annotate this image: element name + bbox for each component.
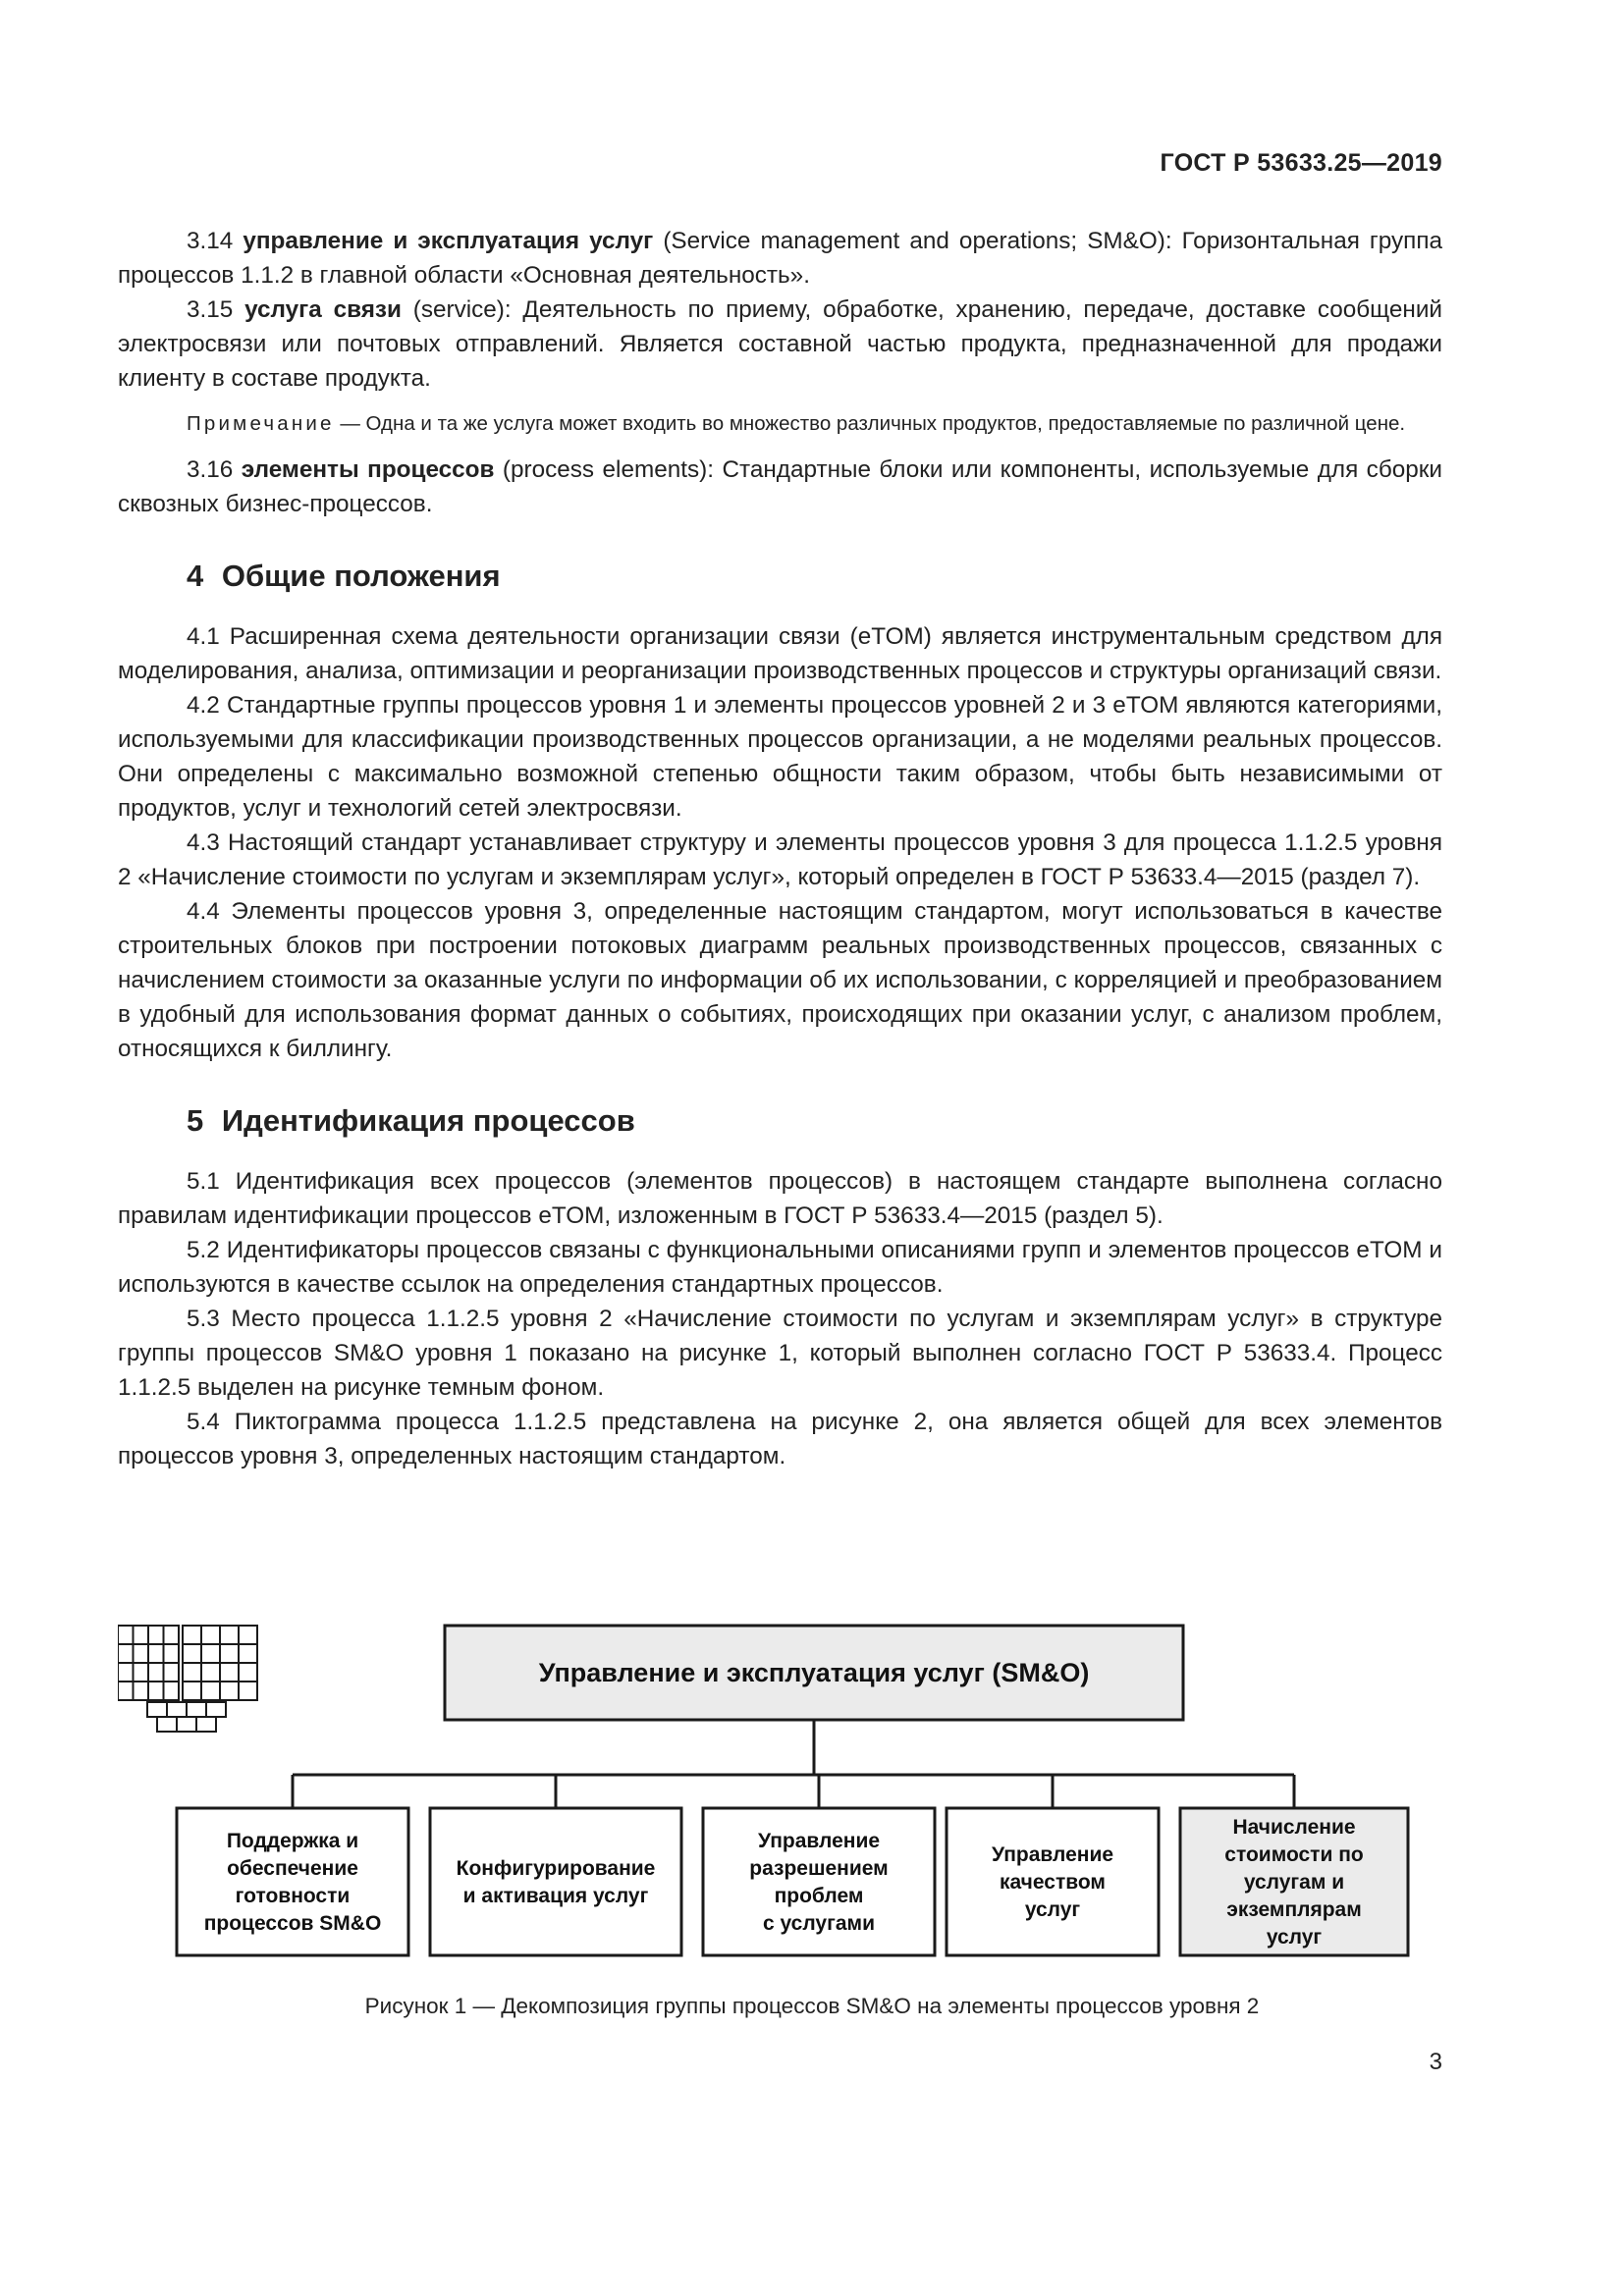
section-number: 4 (187, 559, 204, 593)
section-title: Общие положения (221, 559, 501, 593)
child-box-label-line: и активация услуг (462, 1885, 649, 1907)
definition-term: элементы процессов (241, 456, 495, 483)
paragraph-5-3: 5.3 Место процесса 1.1.2.5 уровня 2 «Начисление стоимости по услугам и экземплярам услуг» в структуре группы процессов SM&O уровня 1 показано на рисунке 1, который выполнен согласно ГОСТ Р 53633.4. Процесс 1.1.2.5 выделен на рисунке темным фоном. (118, 1306, 1442, 1401)
note-label: Примечание (187, 412, 335, 435)
child-process-box (947, 1808, 1159, 1955)
definition-number: 3.16 (187, 456, 234, 483)
child-process-box (177, 1808, 408, 1955)
child-process-boxes (177, 1808, 1408, 1955)
document-id: ГОСТ Р 53633.25—2019 (1160, 149, 1442, 177)
definition-text: (process elements): Стандартные блоки или компоненты, используемые для сборки сквозных бизнес-процессов. (118, 456, 1442, 517)
definition-term: услуга связи (244, 296, 402, 323)
definition-3-14 (118, 224, 1442, 293)
child-box-label-line: стоимости по (1224, 1843, 1364, 1866)
note (118, 409, 1442, 439)
paragraph-4-2: 4.2 Стандартные группы процессов уровня 1 и элементы процессов уровней 2 и 3 eTOM являются категориями, используемыми для классификации производственных процессов организации, а не моделями реальных процессов. Они определены с максимально возможной степенью общности таким образом, чтобы быть независимыми от продуктов, услуг и технологий сетей электросвязи. (118, 692, 1442, 822)
definition-number: 3.15 (187, 296, 234, 323)
child-box-label-line: услугам и (1243, 1871, 1345, 1894)
child-box-label-line: услуг (1266, 1926, 1323, 1949)
child-box-label-line: качеством (1000, 1871, 1106, 1894)
child-box-label-line: разрешением (749, 1857, 889, 1880)
child-box-label-line: Управление (757, 1830, 881, 1852)
connector-lines (293, 1720, 1294, 1808)
child-process-box (703, 1808, 935, 1955)
child-box-label-line: обеспечение (227, 1857, 358, 1880)
document-body (118, 224, 1442, 1473)
paragraph-5-2: 5.2 Идентификаторы процессов связаны с функциональными описаниями групп и элементов процессов eTOM и используются в качестве ссылок на определения стандартных процессов. (118, 1237, 1442, 1298)
child-box-label-line: процессов SM&O (203, 1912, 382, 1935)
definition-term: управление и эксплуатация услуг (243, 228, 654, 254)
figure-caption: Рисунок 1 — Декомпозиция группы процессов SM&O на элементы процессов уровня 2 (364, 1994, 1260, 2018)
top-process-box (445, 1626, 1183, 1720)
page-number: 3 (1429, 2049, 1442, 2075)
definition-3-16 (118, 453, 1442, 521)
definition-number: 3.14 (187, 228, 234, 254)
child-box-label-line: услуг (1024, 1898, 1081, 1921)
child-box-label-line: проблем (774, 1885, 864, 1907)
paragraph-5-4: 5.4 Пиктограмма процесса 1.1.2.5 представлена на рисунке 2, она является общей для всех элементов процессов уровня 3, определенных настоящим стандартом. (118, 1409, 1442, 1469)
figure-1 (118, 1610, 1442, 2002)
section-number: 5 (187, 1103, 204, 1138)
child-process-box (430, 1808, 681, 1955)
child-box-label-line: Начисление (1232, 1816, 1356, 1839)
decomposition-diagram (118, 1610, 1442, 2002)
definition-text: (Service management and operations; SM&O): Горизонтальная группа процессов 1.1.2 в главной области «Основная деятельность». (118, 228, 1442, 289)
section-5-heading (187, 1103, 1442, 1139)
child-box-label-line: Управление (991, 1843, 1114, 1866)
section-4-heading (187, 559, 1442, 594)
note-text: — Одна и та же услуга может входить во множество различных продуктов, предоставляемые по различной цене. (334, 412, 1406, 435)
definition-3-15 (118, 293, 1442, 396)
child-box-label-line: с услугами (763, 1912, 875, 1935)
definition-text: (service): Деятельность по приему, обработке, хранению, передаче, доставке сообщений электросвязи или почтовых отправлений. Является составной частью продукта, предназначенной для продажи клиенту в составе продукта. (118, 296, 1442, 392)
section-title: Идентификация процессов (221, 1103, 635, 1138)
paragraph-5-1: 5.1 Идентификация всех процессов (элементов процессов) в настоящем стандарте выполнена согласно правилам идентификации процессов eTOM, изложенным в ГОСТ Р 53633.4—2015 (раздел 5). (118, 1168, 1442, 1229)
paragraph-4-3: 4.3 Настоящий стандарт устанавливает структуру и элементы процессов уровня 3 для процесса 1.1.2.5 уровня 2 «Начисление стоимости по услугам и экземплярам услуг», который определен в ГОСТ Р 53633.4—2015 (раздел 7). (118, 829, 1442, 890)
top-box-label: Управление и эксплуатация услуг (SM&O) (538, 1658, 1090, 1687)
child-box-label-line: Конфигурирование (456, 1857, 656, 1880)
child-box-label-line: готовности (235, 1885, 351, 1907)
child-box-label-line: Поддержка и (226, 1830, 359, 1852)
child-box-frame (430, 1808, 681, 1955)
paragraph-4-1: 4.1 Расширенная схема деятельности организации связи (eTOM) является инструментальным средством для моделирования, анализа, оптимизации и реорганизации производственных процессов и структуры организаций связи. (118, 623, 1442, 684)
child-process-box (1180, 1808, 1408, 1955)
child-box-label-line: экземплярам (1226, 1898, 1362, 1921)
etom-process-grid-icon (118, 1626, 257, 1732)
paragraph-4-4: 4.4 Элементы процессов уровня 3, определенные настоящим стандартом, могут использоваться в качестве строительных блоков при построении потоковых диаграмм реальных производственных процессов, связанных с начислением стоимости за оказанные услуги по информации об их использовании, с корреляцией и преобразованием в удобный для использования формат данных о событиях, происходящих при оказании услуг, с анализом проблем, относящихся к биллингу. (118, 898, 1442, 1062)
